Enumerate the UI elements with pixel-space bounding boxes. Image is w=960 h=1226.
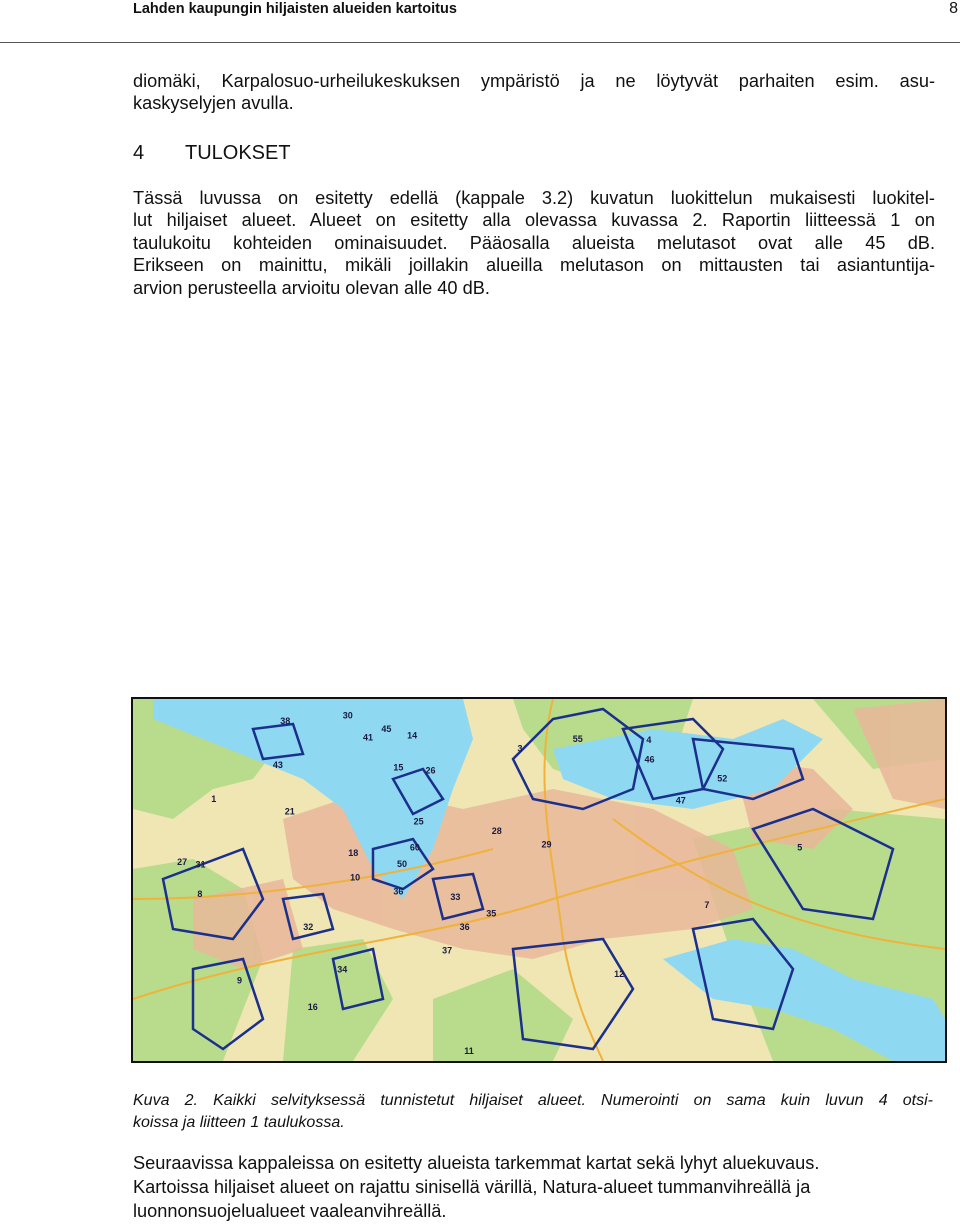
area-label-43: 43 xyxy=(272,759,283,770)
area-label-60: 60 xyxy=(409,842,420,853)
results-line-2: lut hiljaiset alueet. Alueet on esitetty alla olevassa kuvassa 2. Raportin liitteessä 1 on xyxy=(133,210,935,231)
area-label-3: 3 xyxy=(517,743,523,754)
area-label-55: 55 xyxy=(572,733,583,744)
results-line-5: arvion perusteella arvioitu olevan alle 40 dB. xyxy=(133,277,490,298)
area-label-4: 4 xyxy=(646,735,652,745)
area-label-25: 25 xyxy=(413,816,424,827)
figure-caption xyxy=(133,1090,933,1134)
area-label-31: 31 xyxy=(195,859,206,870)
area-label-7: 7 xyxy=(704,900,710,910)
area-label-28: 28 xyxy=(491,825,502,836)
area-label-11: 11 xyxy=(464,1046,474,1056)
area-label-21: 21 xyxy=(284,806,295,817)
document-title: Lahden kaupungin hiljaisten alueiden kartoitus xyxy=(133,1,457,17)
header-divider xyxy=(0,42,960,43)
section-title: TULOKSET xyxy=(185,142,291,164)
caption-line-2: koissa ja liitteen 1 taulukossa. xyxy=(133,1114,345,1131)
area-label-50: 50 xyxy=(397,858,408,869)
area-label-26: 26 xyxy=(425,765,436,776)
area-label-45: 45 xyxy=(381,724,392,734)
area-label-34: 34 xyxy=(337,964,348,975)
results-line-1: Tässä luvussa on esitetty edellä (kappale 3.2) kuvatun luokittelun mukaisesti luokitel- xyxy=(133,188,935,208)
closing-paragraph xyxy=(133,1151,935,1223)
section-heading xyxy=(133,142,291,165)
area-label-1: 1 xyxy=(211,793,217,804)
results-line-3: taulukoitu kohteiden ominaisuudet. Pääosalla alueista melutasot ovat alle 45 dB. xyxy=(133,232,935,253)
area-label-30: 30 xyxy=(342,710,353,721)
area-label-52: 52 xyxy=(717,773,728,784)
results-line-4: Erikseen on mainittu, mikäli joillakin alueilla melutason on mittausten tai asiantuntija- xyxy=(133,255,935,276)
intro-line-1: diomäki, Karpalosuo-urheilukeskuksen ympäristö ja ne löytyvät parhaiten esim. asu- xyxy=(133,71,935,91)
area-label-35: 35 xyxy=(486,908,497,919)
closing-line-2: Kartoissa hiljaiset alueet on rajattu sinisellä värillä, Natura-alueet tummanvihreällä ja xyxy=(133,1177,811,1197)
area-label-32: 32 xyxy=(303,922,314,932)
caption-line-1: Kuva 2. Kaikki selvityksessä tunnistetut hiljaiset alueet. Numerointi on sama kuin luvun 4 otsi- xyxy=(133,1092,933,1109)
area-label-16: 16 xyxy=(307,1001,318,1012)
intro-paragraph xyxy=(133,70,935,115)
page-number: 8 xyxy=(949,0,958,17)
page-header xyxy=(133,0,960,24)
area-label-29: 29 xyxy=(541,839,552,850)
closing-line-1: Seuraavissa kappaleissa on esitetty alueista tarkemmat kartat sekä lyhyt aluekuvaus. xyxy=(133,1153,820,1173)
area-label-38: 38 xyxy=(280,715,291,726)
area-label-12: 12 xyxy=(614,968,625,979)
area-label-47: 47 xyxy=(675,795,686,806)
area-label-18: 18 xyxy=(348,847,359,858)
area-label-37: 37 xyxy=(442,945,453,956)
area-label-9: 9 xyxy=(236,975,242,986)
area-label-10: 10 xyxy=(350,872,361,883)
area-label-36: 36 xyxy=(393,886,404,897)
area-label-14: 14 xyxy=(407,730,418,741)
area-label-27: 27 xyxy=(177,857,188,868)
area-label-5: 5 xyxy=(797,842,803,853)
area-label-46: 46 xyxy=(644,754,655,765)
quiet-areas-map xyxy=(131,697,947,1063)
area-label-8: 8 xyxy=(197,889,203,899)
closing-line-3: luonnonsuojelualueet vaaleanvihreällä. xyxy=(133,1201,447,1221)
area-label-41: 41 xyxy=(363,732,374,743)
area-label-36: 36 xyxy=(459,922,470,932)
area-label-15: 15 xyxy=(393,762,404,773)
map-canvas xyxy=(133,699,945,1061)
results-paragraph xyxy=(133,187,935,299)
intro-line-2: kaskyselyjen avulla. xyxy=(133,93,294,114)
section-number: 4 xyxy=(133,142,145,164)
area-label-33: 33 xyxy=(450,891,461,902)
